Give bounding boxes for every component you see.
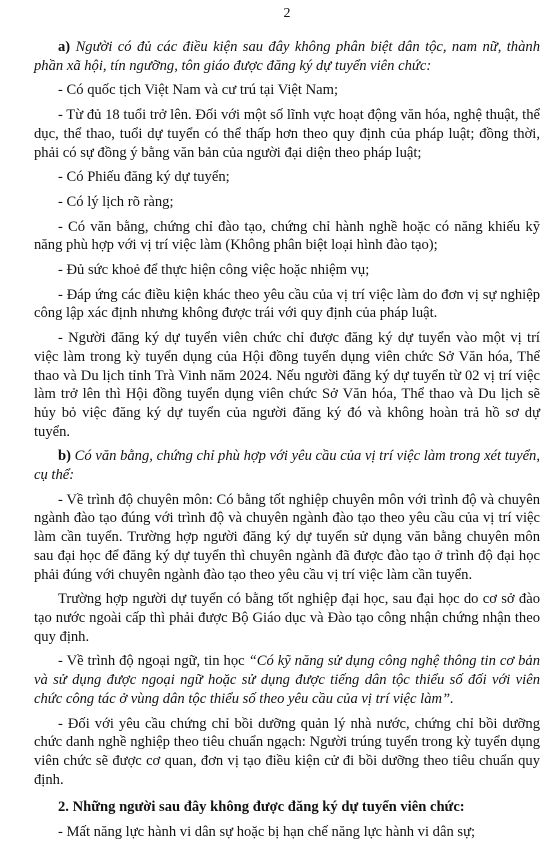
page-number: 2 — [283, 6, 291, 21]
condition-background: - Có lý lịch rõ ràng; — [58, 193, 174, 210]
requirement-lead: - Về trình độ ngoại ngữ, tin học — [58, 653, 249, 670]
ineligible-item-1: - Mất năng lực hành vi dân sự hoặc bị hạn chế năng lực hành vi dân sự; — [58, 824, 476, 841]
item-label: b) — [58, 448, 71, 465]
condition-degree: - Có văn bằng, chứng chỉ đào tạo, chứng chỉ hành nghề hoặc có năng khiếu kỹ năng phù hợp với vị trí việc làm (Không phân biệt loại hình đào tạo); — [34, 218, 540, 254]
condition-nationality: - Có quốc tịch Việt Nam và cư trú tại Việt Nam; — [58, 82, 338, 99]
section-heading: 2. Những người sau đây không được đăng ký dự tuyển viên chức: — [58, 799, 465, 816]
language-it-requirement — [34, 652, 540, 708]
professional-qualification: - Về trình độ chuyên môn: Có bằng tốt nghiệp chuyên môn với trình độ và chuyên ngành đào tạo đúng với trình độ và chuyên ngành đào tạo theo yêu cầu của vị trí việc làm cần tuyển. Trường hợp người đăng ký dự tuyển sử dụng văn bằng chuyên môn sau đại học để đăng ký dự tuyển thì chuyên ngành đã được đào tạo ở trình độ đại học phải đúng với chuyên ngành đào tạo theo yêu cầu vị trí việc làm cần tuyển. — [34, 491, 540, 583]
paragraph-b-heading — [34, 447, 540, 484]
registration-rule: - Người đăng ký dự tuyển viên chức chỉ được đăng ký dự tuyển vào một vị trí việc làm trong kỳ tuyển dụng của Hội đồng tuyển dụng viên chức Sở Văn hóa, Thể thao và Du lịch tỉnh Trà Vinh năm 2024. Nếu người đăng ký dự tuyển từ 02 vị trí việc làm trở lên thì Hội đồng tuyển dụng viên chức Sở Văn hóa, Thể thao và Du lịch sẽ hủy bỏ việc đăng ký dự tuyển của người đăng ký đó và không hoàn trả hồ sơ dự tuyển. — [34, 330, 540, 440]
training-certificate-requirement: - Đối với yêu cầu chứng chỉ bồi dưỡng quản lý nhà nước, chứng chỉ bồi dưỡng chức danh nghề nghiệp theo tiêu chuẩn ngạch: Người trúng tuyển trong kỳ tuyển dụng viên chức sẽ được cơ quan, đơn vị tạo điều kiện cử đi bồi dưỡng theo tiêu chuẩn quy định. — [34, 715, 540, 788]
condition-health: - Đủ sức khoẻ để thực hiện công việc hoặc nhiệm vụ; — [58, 262, 370, 279]
heading-text: Có văn bằng, chứng chỉ phù hợp với yêu cầu của vị trí việc làm trong xét tuyển, cụ thể: — [34, 448, 540, 484]
requirement-quote: “Có kỹ năng sử dụng công nghệ thông tin cơ bản và sử dụng được ngoại ngữ hoặc sử dụng được tiếng dân tộc thiểu số đối với viên chức công tác ở vùng dân tộc thiểu số theo yêu cầu của vị trí việc làm”. — [34, 653, 540, 707]
condition-other: - Đáp ứng các điều kiện khác theo yêu cầu của vị trí việc làm do đơn vị sự nghiệp công lập xác định nhưng không được trái với quy định của pháp luật. — [34, 286, 540, 322]
condition-age: - Từ đủ 18 tuổi trở lên. Đối với một số lĩnh vực hoạt động văn hóa, nghệ thuật, thể dục, thể thao, tuổi dự tuyển có thể thấp hơn theo quy định của pháp luật; đồng thời, phải có sự đồng ý bằng văn bản của người đại diện theo pháp luật; — [34, 107, 540, 161]
heading-text: Người có đủ các điều kiện sau đây không phân biệt dân tộc, nam nữ, thành phần xã hội, tín ngưỡng, tôn giáo được đăng ký dự tuyển viên chức: — [34, 39, 540, 74]
section-2-heading — [34, 798, 540, 817]
condition-registration-form: - Có Phiếu đăng ký dự tuyển; — [58, 169, 230, 186]
foreign-degree-note: Trường hợp người dự tuyển có bằng tốt nghiệp đại học, sau đại học do cơ sở đào tạo nước ngoài cấp thì phải được Bộ Giáo dục và Đào tạo công nhận chứng nhận theo quy định. — [34, 591, 540, 645]
paragraph-a-heading — [34, 38, 540, 75]
item-label: a) — [58, 39, 71, 55]
